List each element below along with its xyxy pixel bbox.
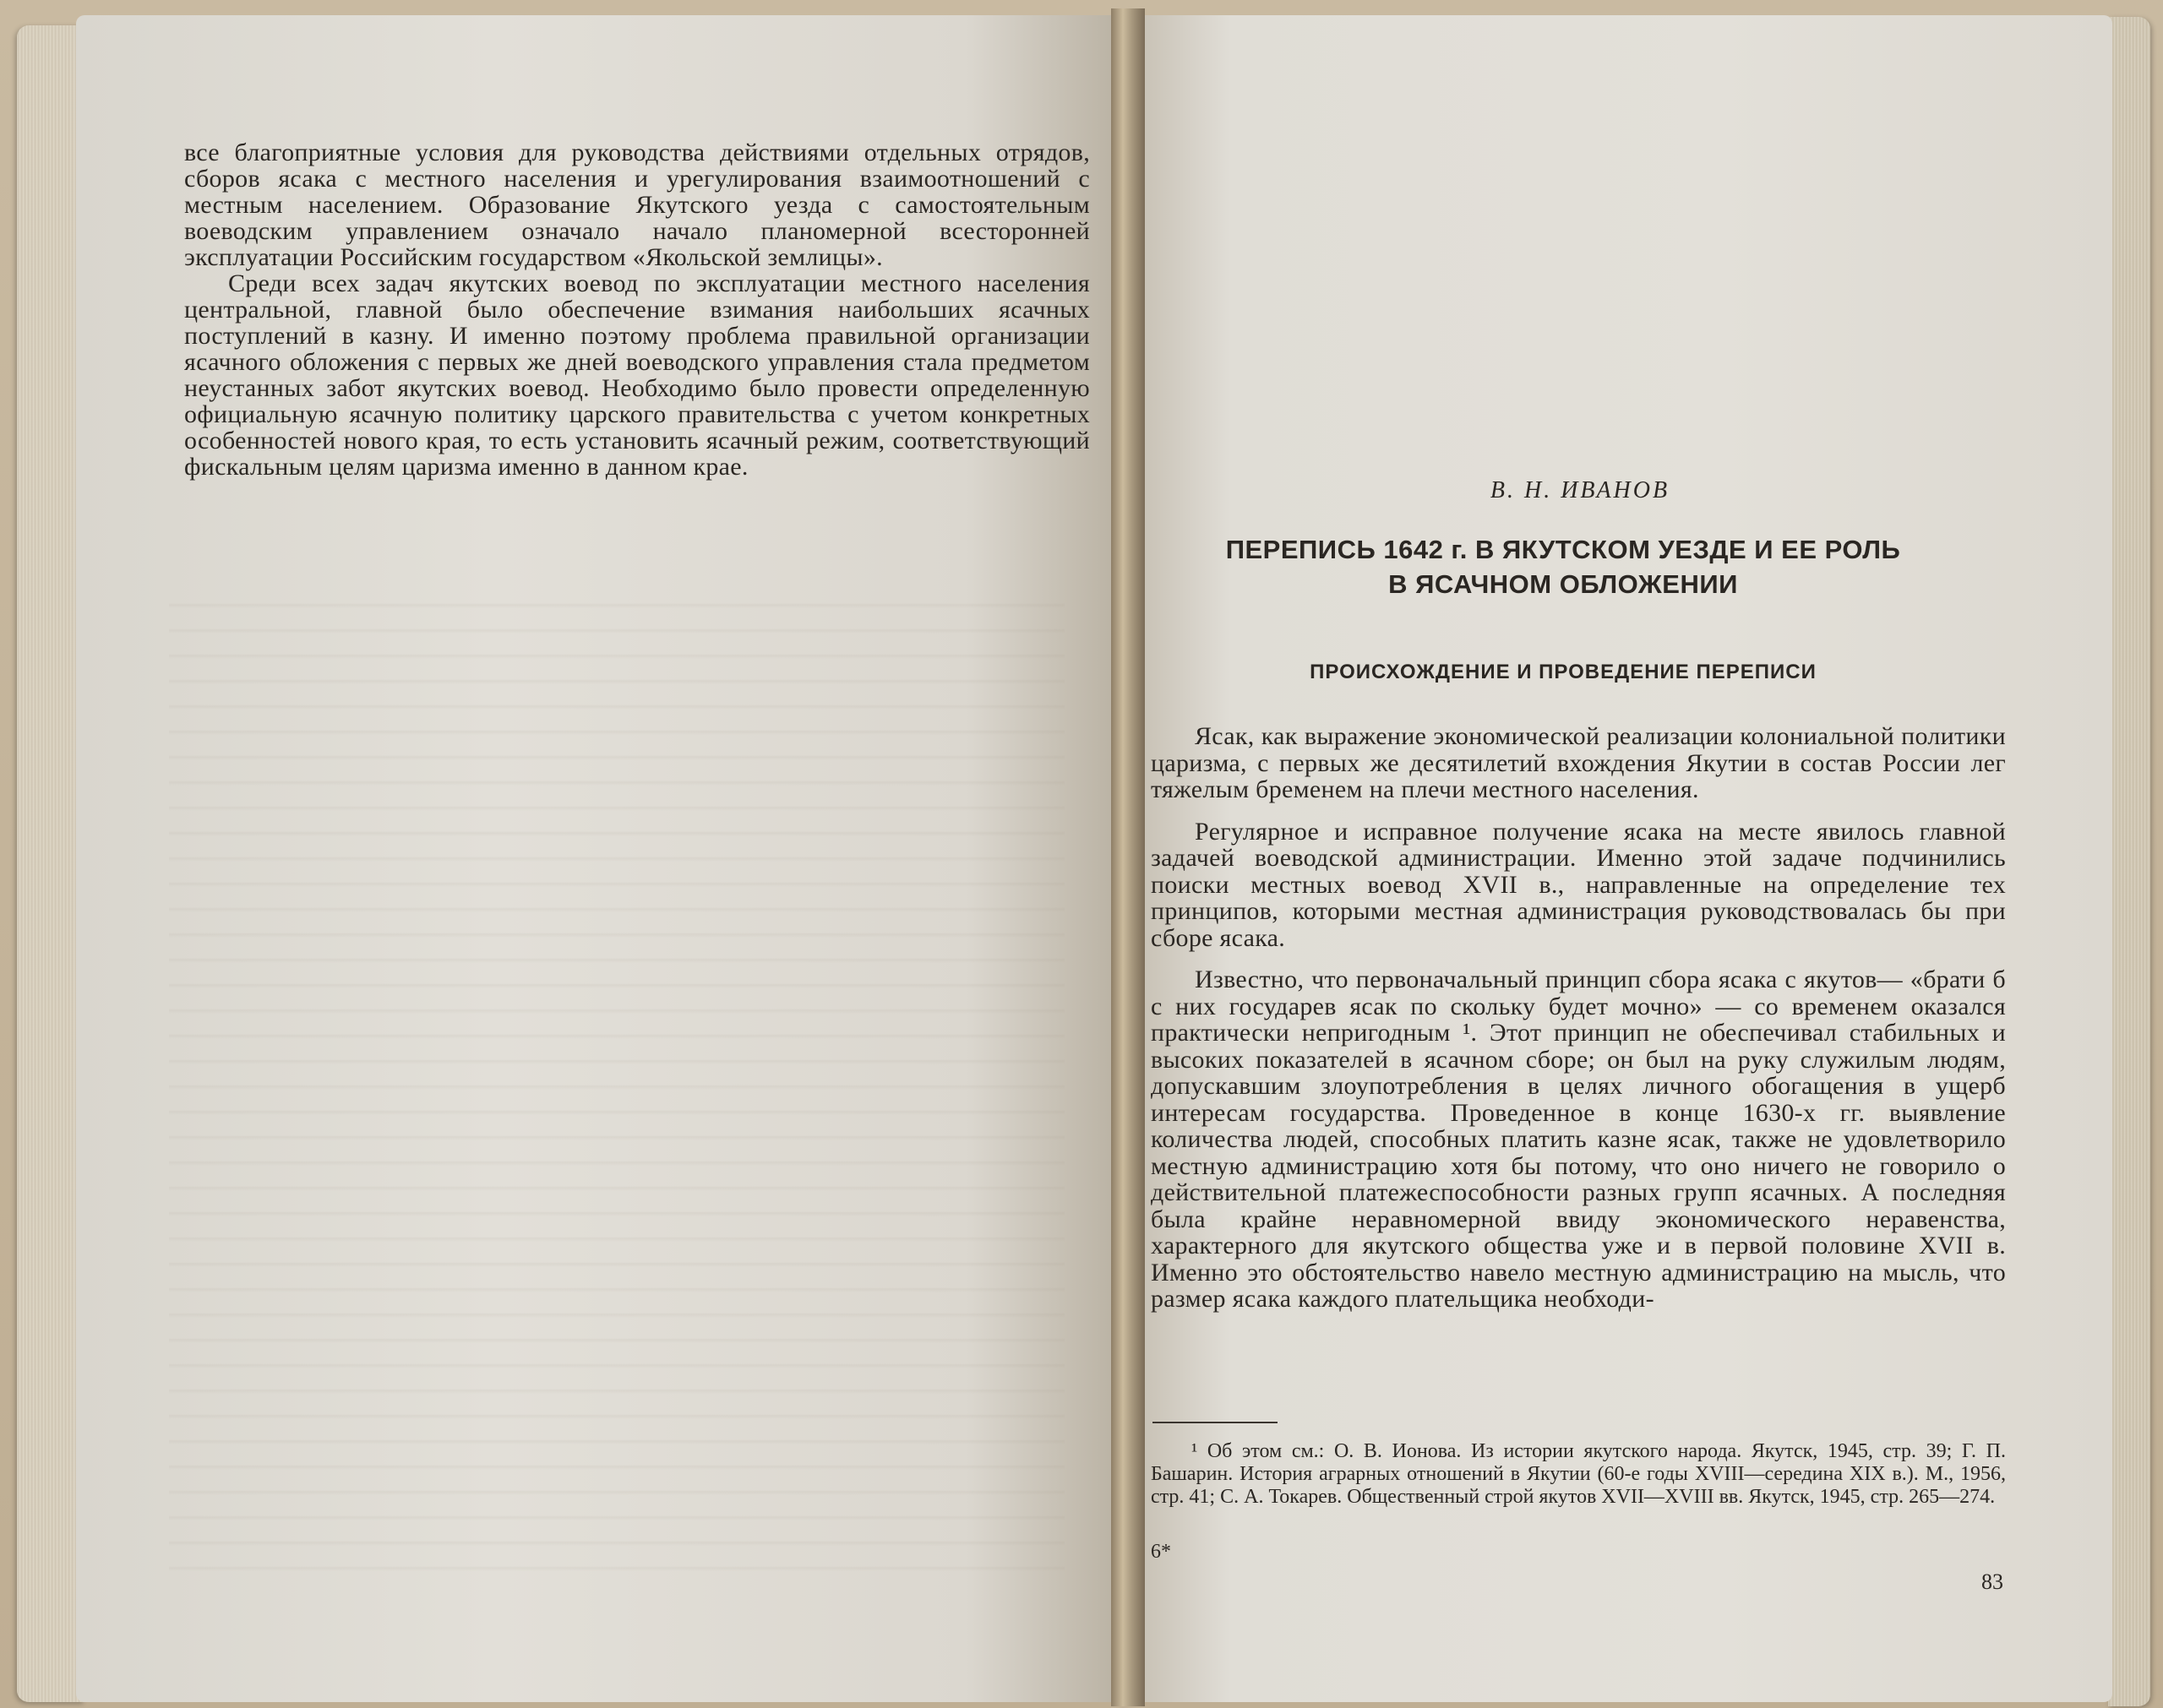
footnotes: [1151, 1440, 2006, 1509]
left-page-edges: [17, 25, 84, 1702]
section-heading: ПРОИСХОЖДЕНИЕ И ПРОВЕДЕНИЕ ПЕРЕПИСИ: [1310, 661, 1817, 683]
article-author: В. Н. ИВАНОВ: [1490, 477, 1670, 503]
signature-mark: 6*: [1151, 1541, 1171, 1563]
right-paragraph-3: Известно, что первоначальный принцип сбора ясака с якутов— «брати б с них государев ясак по скольку будет мочно» — со временем оказался практически непригодным ¹. Этот принцип не обеспечивал стабильных и высоких показателей в ясачном сборе; он был на руку служилым людям, допускавшим злоупотребления в целях личного обогащения в ущерб интересам государства. Проведенное в конце 1630-х гг. выявление количества людей, способных платить казне ясак, также не удовлетворило местную администрацию хотя бы потому, что оно ничего не говорило о действительной платежеспособности разных групп ясачных. А последняя была крайне неравномерной ввиду экономического неравенства, характерного для якутского общества уже и в первой половине XVII в. Именно это обстоятельство навело местную администрацию на мысль, что размер ясака каждого плательщика необходи-: [1151, 966, 2006, 1313]
article-title: [1183, 532, 1943, 601]
right-paragraph-2: Регулярное и исправное получение ясака на месте явилось главной задачей воеводской администрации. Именно этой задаче подчинились поиски местных воевод XVII в., направленные на определение тех принципов, которыми местная администрация руководствовалась бы при сборе ясака.: [1151, 817, 2006, 952]
bleed-through-texture: [169, 583, 1065, 1580]
right-page-edges: [2108, 17, 2150, 1706]
left-paragraph-2: Среди всех задач якутских воевод по эксплуатации местного населения центральной, главной было обеспечение взимания наибольших ясачных поступлений в казну. И именно поэтому проблема правильной организации ясачного обложения с первых же дней воеводского управления стала предметом неустанных забот якутских воевод. Необходимо было провести определенную официальную ясачную политику царского правительства с учетом конкретных особенностей нового края, то есть установить ясачный режим, соответствующий фискальным целям царизма именно в данном крае.: [184, 269, 1090, 481]
footnote-rule: [1152, 1422, 1278, 1423]
left-page-text: [184, 139, 1090, 480]
page-number: 83: [1981, 1569, 2003, 1594]
title-line-2: В ЯСАЧНОМ ОБЛОЖЕНИИ: [1388, 569, 1738, 599]
left-paragraph-1: все благоприятные условия для руководства действиями отдельных отрядов, сборов ясака с местного населения и урегулирования взаимоотношений с местным населением. Образование Якутского уезда с самостоятельным воеводским управлением означало начало планомерной всесторонней эксплуатации Российским государством «Якольской землицы».: [184, 139, 1090, 271]
right-page-text: [1151, 723, 2006, 1328]
footnote-1: ¹ Об этом см.: О. В. Ионова. Из истории якутского народа. Якутск, 1945, стр. 39; Г. П. Башарин. История аграрных отношений в Якутии (60-е годы XVIII—середина XIX в.). М., 1956, стр. 41; С. А. Токарев. Общественный строй якутов XVII—XVIII вв. Якутск, 1945, стр. 265—274.: [1151, 1440, 2006, 1508]
book-gutter: [1111, 8, 1145, 1706]
right-paragraph-1: Ясак, как выражение экономической реализации колониальной политики царизма, с первых же десятилетий вхождения Якутии в состав России лег тяжелым бременем на плечи местного населения.: [1151, 722, 2006, 803]
title-line-1: ПЕРЕПИСЬ 1642 г. В ЯКУТСКОМ УЕЗДЕ И ЕЕ РОЛЬ: [1225, 535, 1901, 564]
